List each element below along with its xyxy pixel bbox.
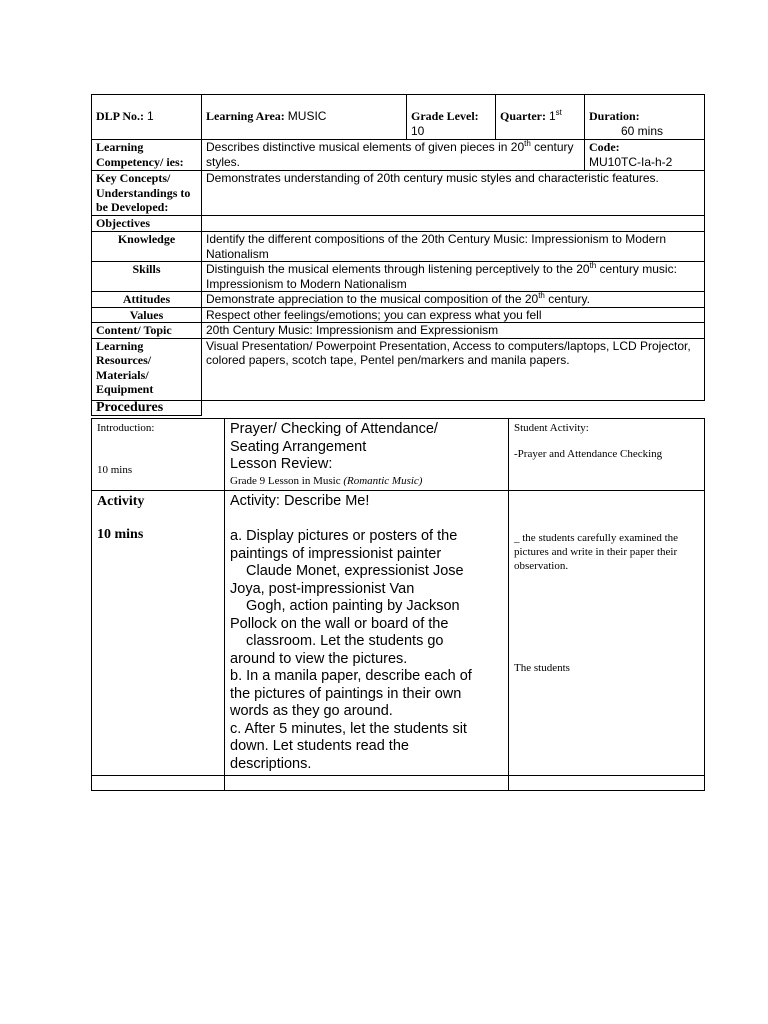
area-cell [202,95,407,140]
step-c-line-1: c. After 5 minutes, let the students sit [230,720,467,737]
header-row [92,95,705,140]
code-cell [585,140,705,171]
key-concepts-row [92,171,705,216]
resources-label: Learning Resources/ Materials/ Equipment [92,338,202,400]
step-a-line-4: Joya, post-impressionist Van [230,580,415,597]
duration-cell [585,95,705,140]
grade-label: Grade Level: [411,109,479,123]
quarter-sup: st [555,108,562,117]
grade-value: 10 [411,123,425,138]
attitudes-text: Demonstrate appreciation to the musical composition of the 20th century. [202,292,705,308]
intro-label-cell [92,419,225,491]
skills-text: Distinguish the musical elements through listening perceptively to the 20th century music: Impressionism to Modern Nationalism [202,262,705,292]
step-a-line-8: around to view the pictures. [230,650,408,667]
step-a-line-1: a. Display pictures or posters of the [230,528,458,544]
attitudes-row [92,292,705,308]
step-a-line-7: classroom. Let the students go [246,633,444,649]
activity-title: Activity: Describe Me! [230,492,370,509]
lesson-plan-header-table [91,94,705,416]
step-a-line-6: Pollock on the wall or board of the [230,615,449,632]
knowledge-text: Identify the different compositions of the 20th Century Music: Impressionism to Modern Nationalism [202,232,705,262]
procedures-row [92,400,705,416]
student-activity-label: Student Activity: [514,422,589,434]
lesson-review-text: Grade 9 Lesson in Music (Romantic Music) [230,474,423,487]
content-text: 20th Century Music: Impressionism and Expressionism [202,323,705,339]
activity-student-cell [509,490,705,776]
dlp-value: 1 [147,109,154,123]
knowledge-row [92,232,705,262]
intro-time: 10 mins [97,464,133,476]
values-text: Respect other feelings/emotions; you can express what you fell [202,307,705,323]
activity-label: Activity [97,493,145,509]
step-a-line-3: Claude Monet, expressionist Jose [246,563,464,579]
knowledge-label: Knowledge [92,232,202,262]
area-value: MUSIC [287,109,327,123]
quarter-value: 1 [548,109,556,123]
content-row [92,323,705,339]
introduction-row [92,419,705,491]
intro-content-cell [225,419,509,491]
duration-value: 60 mins [621,123,664,138]
activity-time: 10 mins [97,526,144,542]
attitudes-label: Attitudes [92,292,202,308]
student-activity-text: -Prayer and Attendance Checking [514,448,663,460]
code-label: Code: [589,140,620,154]
objectives-row [92,216,705,232]
step-b-line-3: words as they go around. [230,703,393,719]
resources-text: Visual Presentation/ Powerpoint Presentation, Access to computers/laptops, LCD Projector, colored papers, scotch tape, Pentel pen/markers and manila papers. [202,338,705,400]
dlp-label: DLP No.: [96,109,144,123]
step-a-line-5: Gogh, action painting by Jackson [246,598,460,614]
competency-label: Learning Competency/ ies: [92,140,202,171]
area-label: Learning Area: [206,109,285,123]
skills-label: Skills [92,262,202,292]
objectives-label: Objectives [92,216,202,232]
activity-student-text: _ the students carefully examined the pictures and write in their paper their observation. [514,531,679,572]
competency-text: Describes distinctive musical elements of given pieces in 20th century styles. [202,140,585,171]
procedures-label: Procedures [92,400,202,416]
resources-row [92,338,705,400]
values-label: Values [92,307,202,323]
step-b-line-2: the pictures of paintings in their own [230,685,462,702]
activity-label-cell [92,490,225,776]
code-value: MU10TC-Ia-h-2 [589,154,673,169]
competency-row [92,140,705,171]
dlp-cell [92,95,202,140]
intro-student-cell [509,419,705,491]
step-a-line-2: paintings of impressionist painter [230,545,442,562]
skills-row [92,262,705,292]
intro-line-2: Seating Arrangement [230,438,367,455]
key-concepts-text: Demonstrates understanding of 20th century music styles and characteristic features. [202,171,705,216]
procedures-table [91,418,705,791]
quarter-label: Quarter: [500,109,546,123]
intro-label: Introduction: [97,422,155,434]
grade-cell [407,95,496,140]
key-concepts-label: Key Concepts/ Understandings to be Developed: [92,171,202,216]
intro-line-1: Prayer/ Checking of Attendance/ [230,421,438,437]
step-b-line-1: b. In a manila paper, describe each of [230,668,472,684]
values-row [92,307,705,323]
activity-row [92,490,705,776]
content-label: Content/ Topic [92,323,202,339]
step-c-line-2: down. Let students read the [230,738,409,754]
activity-content-cell [225,490,509,776]
step-c-line-3: descriptions. [230,755,312,772]
duration-label: Duration: [589,109,640,123]
empty-row [92,776,705,791]
quarter-cell [496,95,585,140]
intro-line-3: Lesson Review: [230,456,333,472]
activity-student-text-2: The students [514,661,570,674]
